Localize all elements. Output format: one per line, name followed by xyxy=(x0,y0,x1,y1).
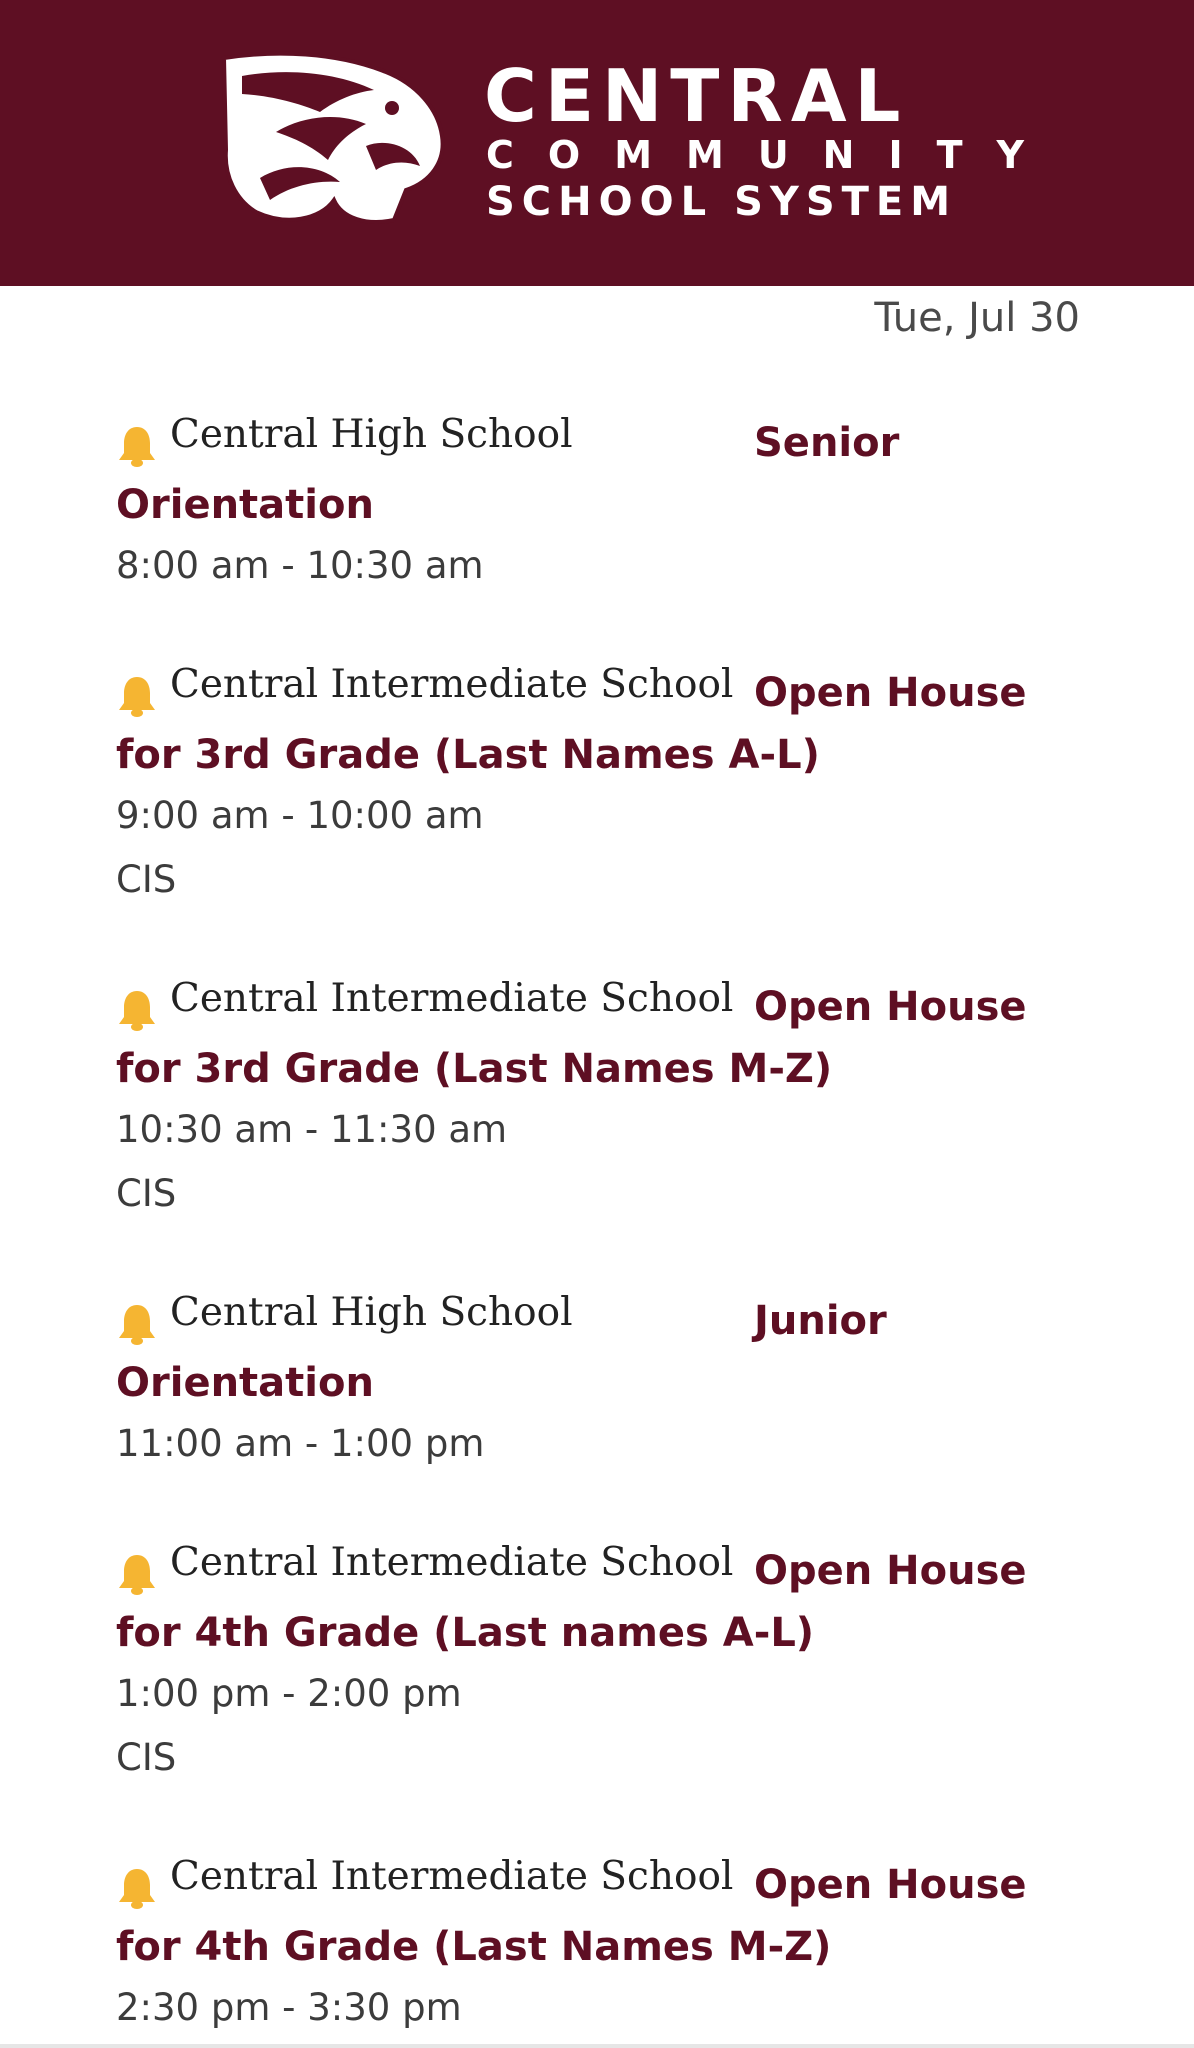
header-banner xyxy=(0,0,1194,286)
event-time: 2:30 pm - 3:30 pm xyxy=(116,1986,462,2029)
event-school: Central High School xyxy=(170,1290,573,1335)
event-title-continued[interactable]: for 3rd Grade (Last Names A-L) xyxy=(116,732,820,778)
event-school: Central Intermediate School xyxy=(170,1854,734,1899)
event-title[interactable]: Open House xyxy=(754,1548,1027,1594)
event-location: CIS xyxy=(116,858,177,901)
event-title-continued[interactable]: for 4th Grade (Last Names M-Z) xyxy=(116,1924,832,1970)
bell-icon xyxy=(116,674,158,718)
event-title[interactable]: Senior xyxy=(754,420,900,466)
bell-icon xyxy=(116,1302,158,1346)
bell-icon xyxy=(116,424,158,468)
brand-title: CENTRAL xyxy=(484,54,909,138)
event-location: CIS xyxy=(116,1172,177,1215)
brand-subtitle-school-system: SCHOOL SYSTEM xyxy=(486,179,958,225)
event-title-continued[interactable]: Orientation xyxy=(116,482,374,528)
event-item[interactable] xyxy=(116,1846,1076,2040)
event-title-continued[interactable]: for 4th Grade (Last names A-L) xyxy=(116,1610,815,1656)
event-school: Central Intermediate School xyxy=(170,976,734,1021)
event-time: 9:00 am - 10:00 am xyxy=(116,794,484,837)
event-school: Central High School xyxy=(170,412,573,457)
event-item[interactable] xyxy=(116,654,1076,912)
bell-icon xyxy=(116,1866,158,1910)
event-item[interactable] xyxy=(116,1532,1076,1790)
event-item[interactable] xyxy=(116,968,1076,1226)
event-title-continued[interactable]: Orientation xyxy=(116,1360,374,1406)
event-location: CIS xyxy=(116,1736,177,1779)
event-title[interactable]: Open House xyxy=(754,1862,1027,1908)
event-school: Central Intermediate School xyxy=(170,662,734,707)
event-school: Central Intermediate School xyxy=(170,1540,734,1585)
event-time: 1:00 pm - 2:00 pm xyxy=(116,1672,462,1715)
bell-icon xyxy=(116,1552,158,1596)
event-item[interactable] xyxy=(116,404,1076,598)
event-title-continued[interactable]: for 3rd Grade (Last Names M-Z) xyxy=(116,1046,833,1092)
bell-icon xyxy=(116,988,158,1032)
panther-head-logo-icon xyxy=(216,50,448,230)
event-time: 10:30 am - 11:30 am xyxy=(116,1108,508,1151)
event-time: 8:00 am - 10:30 am xyxy=(116,544,484,587)
bottom-divider xyxy=(0,2044,1194,2048)
event-title[interactable]: Junior xyxy=(754,1298,887,1344)
current-date: Tue, Jul 30 xyxy=(874,295,1080,341)
event-item[interactable] xyxy=(116,1282,1076,1476)
event-title[interactable]: Open House xyxy=(754,984,1027,1030)
brand-subtitle-community: COMMUNITY xyxy=(486,133,1059,177)
event-time: 11:00 am - 1:00 pm xyxy=(116,1422,485,1465)
event-title[interactable]: Open House xyxy=(754,670,1027,716)
